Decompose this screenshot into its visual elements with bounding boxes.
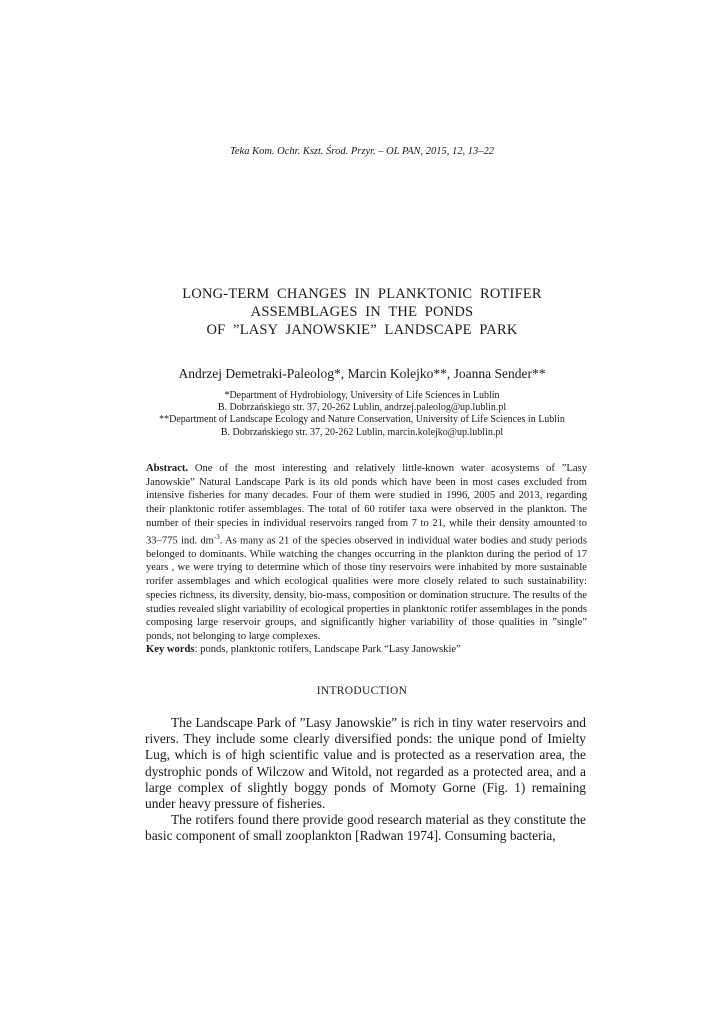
affiliation-line-4: B. Dobrzańskiego str. 37, 20-262 Lublin, marcin.kolejko@up.lublin.pl	[220, 426, 504, 438]
title-line-2: ASSEMBLAGES IN THE PONDS	[250, 304, 474, 320]
affiliation-line-1: *Department of Hydrobiology, University of Life Sciences in Lublin	[224, 390, 500, 401]
paragraph: The Landscape Park of ”Lasy Janowskie” is rich in tiny water reservoirs and rivers. They include some clearly diversified ponds: the unique pond of Imielty Lug, which is of high scientific value and is protected as a reservation area, the dystrophic ponds of Wilczow and Witold, not regarded as a protected area, and a large complex of slightly boggy ponds of Momoty Gorne (Fig. 1) remaining under heavy pressure of fisheries.	[145, 715, 586, 812]
journal-reference: Teka Kom. Ochr. Kszt. Środ. Przyr. – OL PAN, 2015, 12, 13–22	[230, 146, 494, 157]
paragraph: The rotifers found there provide good research material as they constitute the basic component of small zooplankton [Radwan 1974]. Consuming bacteria,	[145, 812, 586, 844]
affiliation-line-2: B. Dobrzańskiego str. 37, 20-262 Lublin, andrzej.paleolog@up.lublin.pl	[217, 402, 507, 414]
abstract-text-2: . As many as 21 of the species observed in individual water bodies and study periods belonged to dominants. While watching the changes occurring in the plankton during the period of 17 years , we were trying to determine which of those tiny reservoirs were inhabited by more sustainable rorifer assemblages and which ecological qualities were more closely related to such sustainability: species richness, its diversity, density, bio-mass, composition or domination structure. The results of the studies revealed slight variability of ecological properties in planktonic rotifer assemblages in the ponds composing large reservoir groups, and significantly higher variability of those qualities in ”single” ponds, not belonging to large complexes.	[146, 535, 587, 642]
title-line-3: OF ”LASY JANOWSKIE” LANDSCAPE PARK	[206, 322, 518, 338]
affiliation-line-3: **Department of Landscape Ecology and Nature Conservation, University of Life Sciences in Lublin	[159, 414, 565, 426]
body-text	[145, 715, 586, 845]
keywords-label: Key words	[146, 644, 195, 655]
affiliations	[0, 390, 724, 439]
keywords-text: : ponds, planktonic rotifers, Landscape Park “Lasy Janowskie”	[194, 644, 461, 655]
abstract-text-1: One of the most interesting and relatively little-known water acosystems of ”Lasy Janowskie” Natural Landscape Park is its old ponds which have been in most cases excluded from intensive fisheries for many decades. Four of them were studied in 1996, 2005 and 2013, regarding their planktonic rotifer assemblages. The total of 60 rotifer taxa were observed in the plankton. The number of their species in individual reservoirs ranged from 7 to 21, while their density amounted to 33–775 ind. dm	[146, 463, 587, 547]
abstract-label: Abstract.	[146, 463, 189, 474]
abstract-superscript: -3	[213, 532, 220, 541]
author-list: Andrzej Demetraki-Paleolog*, Marcin Kolejko**, Joanna Sender**	[178, 366, 546, 381]
title-line-1: LONG-TERM CHANGES IN PLANKTONIC ROTIFER	[182, 286, 542, 302]
section-heading-introduction: INTRODUCTION	[316, 685, 408, 697]
abstract	[146, 462, 587, 644]
keywords	[146, 643, 587, 657]
article-title	[0, 285, 724, 339]
